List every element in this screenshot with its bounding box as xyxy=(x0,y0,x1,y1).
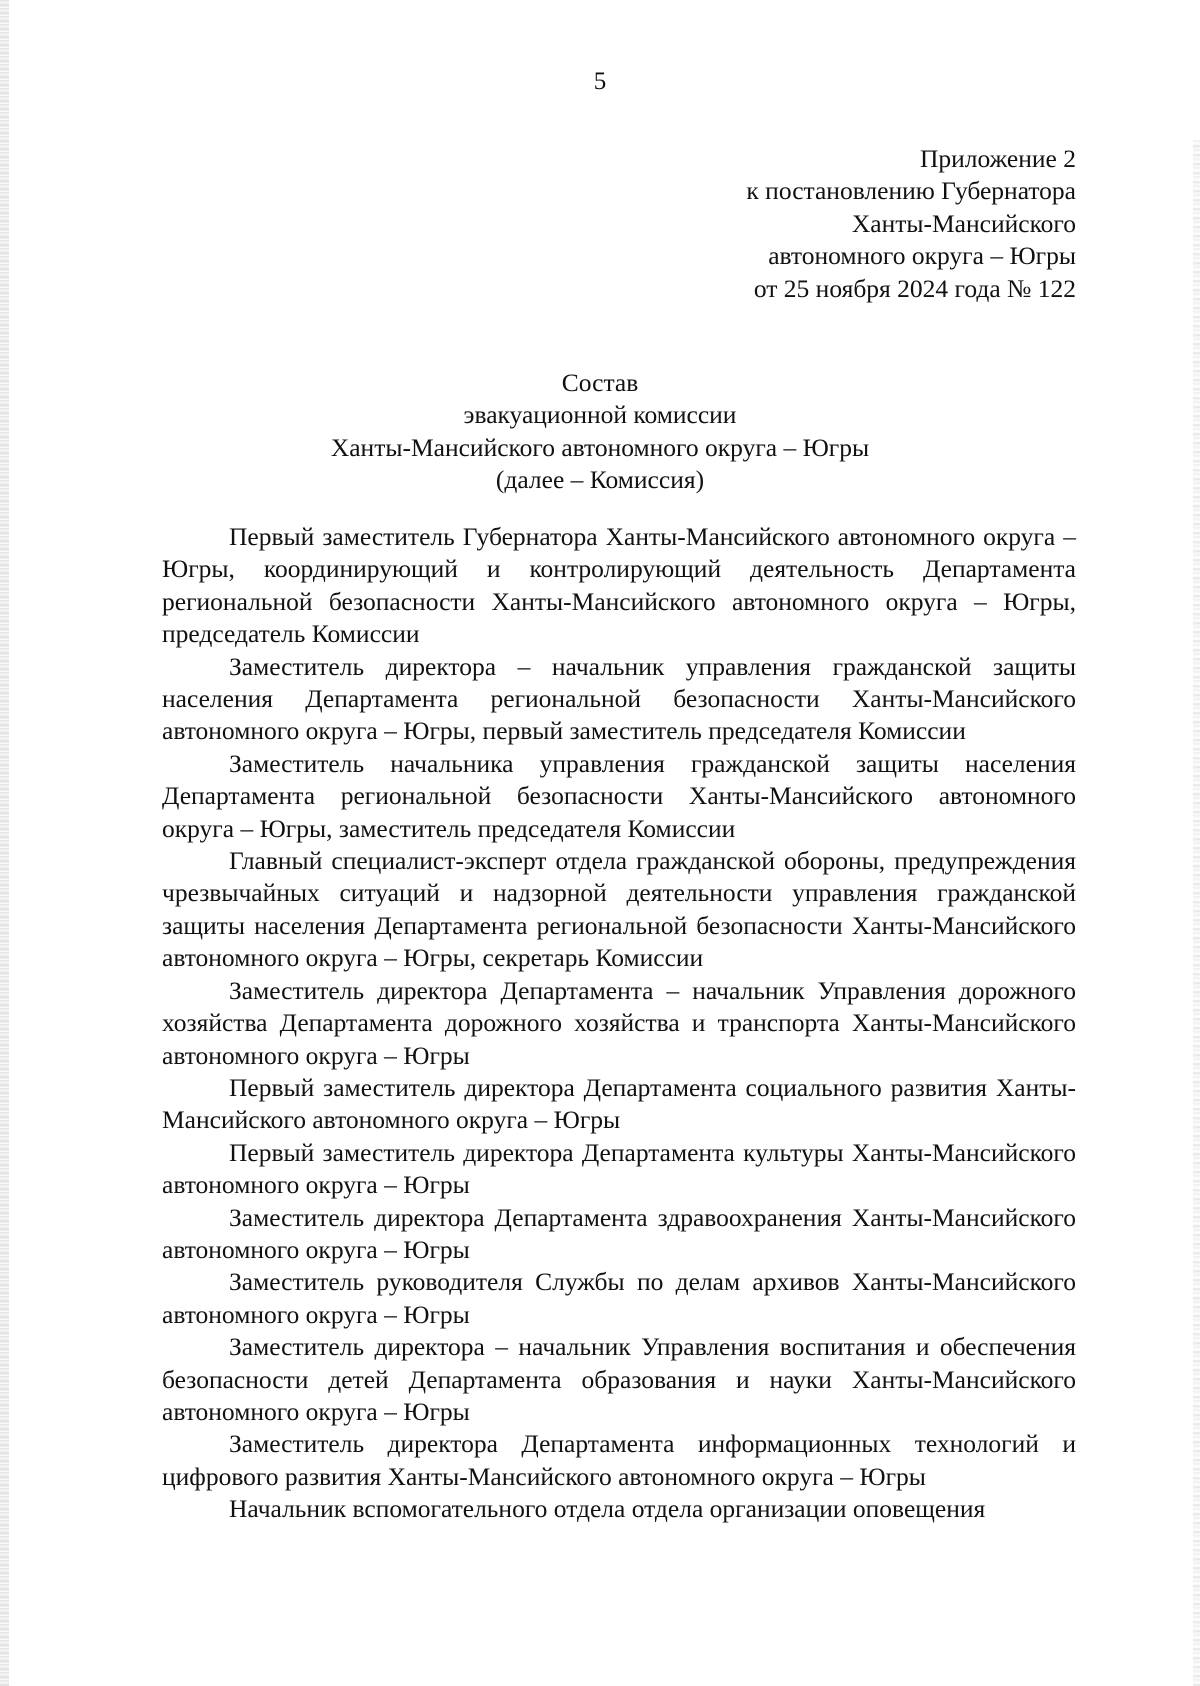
heading-title: Состав xyxy=(561,368,639,397)
member-paragraph: Первый заместитель директора Департамента культуры Ханты-Мансийского автономного округа – Югры xyxy=(162,1137,1076,1200)
member-paragraph: Первый заместитель Губернатора Ханты-Мансийского автономного округа – Югры, координирующий и контролирующий деятельность Департамента региональной безопасности Ханты-Мансийского автономного округа – Югры, председатель Комиссии xyxy=(162,522,1076,649)
page-number: 5 xyxy=(593,68,607,95)
appendix-block xyxy=(476,143,1076,305)
member-paragraph: Заместитель руководителя Службы по делам архивов Ханты-Мансийского автономного округа – Югры xyxy=(162,1267,1076,1329)
member-paragraph: Первый заместитель директора Департамента социального развития Ханты-Мансийского автономного округа – Югры xyxy=(162,1072,1076,1135)
appendix-date: от 25 ноября 2024 года № 122 xyxy=(753,273,1076,303)
member-paragraph: Заместитель директора – начальник управления гражданской защиты населения Департамента региональной безопасности Ханты-Мансийского автономного округа – Югры, первый заместитель председателя Комиссии xyxy=(162,651,1076,746)
appendix-reference: к постановлению Губернатора xyxy=(746,176,1076,206)
member-paragraph: Заместитель директора – начальник Управления воспитания и обеспечения безопасности детей Департамента образования и науки Ханты-Мансийского автономного округа – Югры xyxy=(162,1332,1076,1426)
appendix-title: Приложение 2 xyxy=(920,144,1076,173)
heading-region: Ханты-Мансийского автономного округа – Югры xyxy=(330,432,870,462)
appendix-region: Ханты-Мансийского xyxy=(851,208,1076,238)
document-heading xyxy=(0,367,1200,497)
heading-note: (далее – Комиссия) xyxy=(495,465,705,495)
member-paragraph: Заместитель начальника управления гражданской защиты населения Департамента региональной безопасности Ханты-Мансийского автономного округа – Югры, заместитель председателя Комиссии xyxy=(162,748,1076,843)
member-paragraph: Заместитель директора Департамента информационных технологий и цифрового развития Ханты-Мансийского автономного округа – Югры xyxy=(162,1429,1076,1491)
member-paragraph: Главный специалист-эксперт отдела гражданской обороны, предупреждения чрезвычайных ситуаций и надзорной деятельности управления гражданской защиты населения Департамента региональной безопасности Ханты-Мансийского автономного округа – Югры, секретарь Комиссии xyxy=(162,846,1076,973)
member-paragraph: Заместитель директора Департамента – начальник Управления дорожного хозяйства Департамента дорожного хозяйства и транспорта Ханты-Мансийского автономного округа – Югры xyxy=(162,975,1076,1070)
appendix-region-cont: автономного округа – Югры xyxy=(768,241,1076,271)
member-paragraph: Заместитель директора Департамента здравоохранения Ханты-Мансийского автономного округа – Югры xyxy=(162,1202,1076,1264)
members-list xyxy=(162,521,1076,1526)
heading-subtitle: эвакуационной комиссии xyxy=(463,400,737,430)
member-paragraph: Начальник вспомогательного отдела отдела организации оповещения xyxy=(229,1494,986,1524)
scan-edge-left xyxy=(0,0,9,1686)
